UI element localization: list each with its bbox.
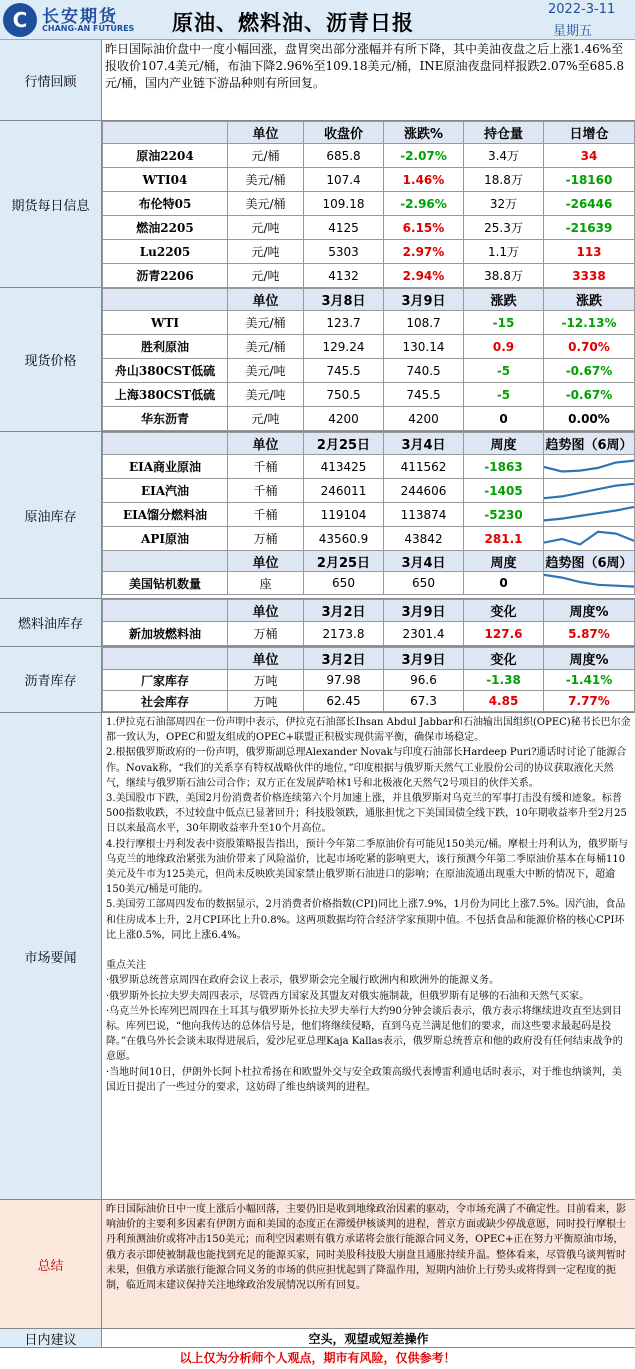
price-day2-cell: 130.14	[384, 335, 464, 359]
column-header: 周度	[464, 433, 544, 455]
column-header	[103, 433, 228, 455]
oi-change-cell: -26446	[544, 192, 635, 216]
unit-cell: 千桶	[228, 455, 304, 479]
contract-name: 沥青2206	[103, 264, 228, 288]
table-row	[103, 572, 635, 595]
unit-cell: 元/吨	[228, 264, 304, 288]
column-header: 周度%	[544, 600, 635, 622]
column-header: 单位	[228, 600, 304, 622]
brand-name: 长安期货	[42, 7, 118, 27]
intraday-advice-text: 空头，观望或短差操作	[308, 1331, 429, 1346]
oi-change-cell: -21639	[544, 216, 635, 240]
change-cell: 0	[464, 407, 544, 431]
change-pct-cell: 5.87%	[544, 622, 635, 646]
asphalt-inventory-table	[102, 647, 635, 712]
column-header	[103, 551, 228, 572]
table-header-row	[103, 648, 635, 670]
trend-cell	[544, 479, 635, 503]
table-row	[103, 383, 635, 407]
trend-sparkline	[544, 504, 634, 526]
inventory-name: 厂家库存	[103, 670, 228, 691]
column-header: 单位	[228, 289, 304, 311]
column-header: 3月9日	[384, 648, 464, 670]
open-interest-cell: 32万	[464, 192, 544, 216]
trend-line	[544, 506, 634, 520]
contract-name: 燃油2205	[103, 216, 228, 240]
column-header: 收盘价	[304, 122, 384, 144]
unit-cell: 美元/桶	[228, 168, 304, 192]
inventory-name: API原油	[103, 527, 228, 551]
oi-change-cell: -18160	[544, 168, 635, 192]
change-pct-cell: 7.77%	[544, 691, 635, 712]
column-header	[103, 122, 228, 144]
trend-sparkline	[544, 528, 634, 550]
inventory-day2-cell: 96.6	[384, 670, 464, 691]
change-cell: 4.85	[464, 691, 544, 712]
contract-name: 布伦特05	[103, 192, 228, 216]
change-pct-cell: -0.67%	[544, 383, 635, 407]
table-row	[103, 527, 635, 551]
change-pct-cell: 0.00%	[544, 407, 635, 431]
product-name: 华东沥青	[103, 407, 228, 431]
news-paragraph: 重点关注	[106, 960, 146, 972]
news-paragraph: 2.根据俄罗斯政府的一份声明，俄罗斯副总理Alexander Novak与印度石油部长Hardeep Puri?通话时讨论了能源合作。Novak称，“我们的关系享有特权战略伙伴的地位，”印度根据与俄罗斯天然气工业股份公司的协议获取液化天然气，继续与俄罗斯石油公司合作；双方正在发展萨哈林1号和北极液化天然气2号项目的伙伴关系。	[106, 747, 627, 789]
table-row	[103, 264, 635, 288]
spot-section	[0, 288, 635, 432]
spot-price-table	[102, 288, 635, 431]
contract-name: Lu2205	[103, 240, 228, 264]
price-day2-cell: 108.7	[384, 311, 464, 335]
change-pct-cell: 6.15%	[384, 216, 464, 240]
table-row	[103, 359, 635, 383]
unit-cell: 美元/桶	[228, 335, 304, 359]
trend-sparkline	[544, 572, 634, 594]
weekly-change-cell: 0	[464, 572, 544, 595]
trend-line	[544, 460, 634, 471]
column-header: 周度%	[544, 648, 635, 670]
close-price-cell: 4125	[304, 216, 384, 240]
change-cell: 127.6	[464, 622, 544, 646]
product-name: 上海380CST低硫	[103, 383, 228, 407]
oi-change-cell: 3338	[544, 264, 635, 288]
change-cell: -1.38	[464, 670, 544, 691]
table-row	[103, 192, 635, 216]
column-header: 2月25日	[304, 551, 384, 572]
change-pct-cell: 0.70%	[544, 335, 635, 359]
unit-cell: 元/吨	[228, 216, 304, 240]
price-day2-cell: 4200	[384, 407, 464, 431]
table-header-row	[103, 551, 635, 572]
table-row	[103, 479, 635, 503]
weekly-change-cell: 281.1	[464, 527, 544, 551]
inventory-day1-cell: 413425	[304, 455, 384, 479]
column-header: 单位	[228, 122, 304, 144]
price-day1-cell: 745.5	[304, 359, 384, 383]
trend-cell	[544, 455, 635, 479]
futures-table	[102, 121, 635, 288]
price-day1-cell: 750.5	[304, 383, 384, 407]
unit-cell: 元/吨	[228, 240, 304, 264]
column-header: 日增仓	[544, 122, 635, 144]
close-price-cell: 685.8	[304, 144, 384, 168]
unit-cell: 美元/吨	[228, 383, 304, 407]
inventory-name: 新加坡燃料油	[103, 622, 228, 646]
table-header-row	[103, 122, 635, 144]
news-paragraph: ·当地时间10日，伊朗外长阿卜杜拉希扬在和欧盟外交与安全政策高级代表博雷利通电话时表示，对于维也纳谈判，美国近日提出了一些过分的要求，这妨碍了维也纳谈判的进程。	[106, 1066, 622, 1093]
report-weekday: 星期五	[553, 24, 593, 39]
inventory-day1-cell: 97.98	[304, 670, 384, 691]
unit-cell: 万吨	[228, 691, 304, 712]
unit-cell: 万桶	[228, 622, 304, 646]
inventory-day1-cell: 43560.9	[304, 527, 384, 551]
rig-day1-cell: 650	[304, 572, 384, 595]
unit-cell: 千桶	[228, 479, 304, 503]
inventory-day1-cell: 62.45	[304, 691, 384, 712]
column-header: 3月9日	[384, 289, 464, 311]
column-header: 单位	[228, 648, 304, 670]
table-row	[103, 216, 635, 240]
open-interest-cell: 38.8万	[464, 264, 544, 288]
brand-name-en: CHANG-AN FUTURES	[42, 24, 135, 33]
column-header: 周度	[464, 551, 544, 572]
price-day2-cell: 740.5	[384, 359, 464, 383]
table-header-row	[103, 600, 635, 622]
crude-inventory-table	[102, 432, 635, 595]
column-header: 涨跌	[464, 289, 544, 311]
asphalt-inventory-section	[0, 647, 635, 713]
price-day1-cell: 123.7	[304, 311, 384, 335]
unit-cell: 美元/桶	[228, 192, 304, 216]
oi-change-cell: 34	[544, 144, 635, 168]
section-label: 总结	[0, 1200, 102, 1328]
crude-inventory-section	[0, 432, 635, 599]
table-row	[103, 240, 635, 264]
change-pct-cell: 1.46%	[384, 168, 464, 192]
table-row	[103, 622, 635, 646]
section-label: 行情回顾	[0, 40, 102, 120]
trend-sparkline	[544, 456, 634, 478]
inventory-day2-cell: 2301.4	[384, 622, 464, 646]
logo-glyph: C	[12, 8, 28, 32]
table-row	[103, 503, 635, 527]
company-logo	[3, 3, 37, 37]
unit-cell: 万吨	[228, 670, 304, 691]
news-paragraph: 5.美国劳工部周四发布的数据显示，2月消费者价格指数(CPI)同比上涨7.9%，1月份为同比上涨7.5%。因汽油，食品和住房成本上升，2月CPI环比上升0.8%。这两项数据均符合经济学家预期中值。不包括食品和能源价格的核心CPI环比上涨0.5%，同比上涨6.4%。	[106, 899, 626, 941]
trend-sparkline	[544, 480, 634, 502]
contract-name: 原油2204	[103, 144, 228, 168]
futures-section	[0, 121, 635, 288]
close-price-cell: 109.18	[304, 192, 384, 216]
column-header: 持仓量	[464, 122, 544, 144]
table-row	[103, 691, 635, 712]
fuel-inventory-table	[102, 599, 635, 646]
change-pct-cell: -0.67%	[544, 359, 635, 383]
news-paragraph: 4.投行摩根士丹利发表中资股策略报告指出，预计今年第二季原油价有可能见150美元/桶。摩根士丹利认为，俄罗斯与乌克兰的地缘政治紧张为油价带来了风险溢价，比起市场吃紧的影响更大，该行预测今年第二季原油价基本在每桶110美元及牛市为125美元，但尚未反映欧美国家禁止俄罗斯石油进口的影响；在原油流通出现重大中断的情况下，超逾150美元/桶是可能的。	[106, 838, 628, 896]
change-pct-cell: -2.96%	[384, 192, 464, 216]
product-name: 舟山380CST低硫	[103, 359, 228, 383]
summary-section	[0, 1200, 635, 1329]
open-interest-cell: 3.4万	[464, 144, 544, 168]
inventory-name: 社会库存	[103, 691, 228, 712]
open-interest-cell: 18.8万	[464, 168, 544, 192]
column-header	[103, 648, 228, 670]
oi-change-cell: 113	[544, 240, 635, 264]
unit-cell: 座	[228, 572, 304, 595]
report-title: 原油、燃料油、沥青日报	[172, 11, 414, 35]
inventory-day2-cell: 244606	[384, 479, 464, 503]
column-header	[103, 289, 228, 311]
inventory-day2-cell: 67.3	[384, 691, 464, 712]
rig-day2-cell: 650	[384, 572, 464, 595]
weekly-change-cell: -1405	[464, 479, 544, 503]
market-news-text	[102, 713, 635, 1199]
table-row	[103, 455, 635, 479]
inventory-day2-cell: 411562	[384, 455, 464, 479]
change-pct-cell: 2.97%	[384, 240, 464, 264]
section-label: 日内建议	[0, 1329, 102, 1347]
column-header: 趋势图（6周）	[544, 551, 635, 572]
section-label: 沥青库存	[0, 647, 102, 712]
trend-cell	[544, 572, 635, 595]
unit-cell: 元/吨	[228, 407, 304, 431]
column-header: 3月2日	[304, 600, 384, 622]
change-cell: -5	[464, 359, 544, 383]
change-cell: 0.9	[464, 335, 544, 359]
fuel-inventory-section	[0, 599, 635, 647]
open-interest-cell: 1.1万	[464, 240, 544, 264]
close-price-cell: 107.4	[304, 168, 384, 192]
trend-line	[544, 531, 634, 544]
news-paragraph: ·俄罗斯总统普京周四在政府会议上表示，俄罗斯会完全履行欧洲内和欧洲外的能源义务。	[106, 975, 500, 987]
intraday-advice-section	[0, 1329, 635, 1348]
market-news-section	[0, 713, 635, 1200]
section-label: 燃料油库存	[0, 599, 102, 646]
unit-cell: 美元/桶	[228, 311, 304, 335]
news-paragraph: 1.伊拉克石油部周四在一份声明中表示，伊拉克石油部长Ihsan Abdul Jabbar和石油输出国组织(OPEC)秘书长巴尔金都一致认为，OPEC和盟友组成的OPEC+联盟正积极实现供需平衡，确保市场稳定。	[106, 717, 631, 744]
table-row	[103, 168, 635, 192]
column-header	[103, 600, 228, 622]
summary-text: 昨日国际油价日中一度上涨后小幅回落，主要仍旧是收到地缘政治因素的驱动，令市场充满了不确定性。目前看来，影响油价的主要利多因素有伊朗方面和美国的态度正在滞缓伊核谈判的进程，普京方面或缺少停战意愿，同时投行摩根士丹利预测油价或将冲击150美元；而利空因素则有俄方承诺将会旅行能源合同义务，OPEC+正在努力平衡原油市场，俄方表示即使被制裁也能找到充足的能源买家，同时美股科技股大崩盘且通胀持续升温。整体看来，尽管俄乌谈判暂时未果，但俄方承诺旅行能源合同义务的市场的供应担忧起到了降温作用，短期内油价上行势头或将得到一定程度的扼制，临近周末建议保持关注地缘政治发展情况以所有回复。	[106, 1204, 626, 1292]
news-paragraph: 3.美国股市下跌，美国2月份消费者价格连续第六个月加速上涨，并且俄罗斯对乌克兰的军事打击没有缓和迹象。标普500指数收跌，不过较盘中低点已显著回升；科技股领跌，通胀担忧之下美国国债全线下跌，10年期收益率升至2月25日以来最高水平，30年期收益率升至10个月高位。	[106, 793, 627, 835]
close-price-cell: 5303	[304, 240, 384, 264]
news-paragraph: ·俄罗斯外长拉夫罗夫周四表示，尽管西方国家及其盟友对俄实施制裁，但俄罗斯有足够的石油和天然气买家。	[106, 990, 590, 1002]
column-header: 涨跌%	[384, 122, 464, 144]
report-date: 2022-3-11	[548, 2, 616, 17]
column-header: 趋势图（6周）	[544, 433, 635, 455]
table-row	[103, 311, 635, 335]
column-header: 3月8日	[304, 289, 384, 311]
trend-line	[544, 483, 634, 497]
price-day2-cell: 745.5	[384, 383, 464, 407]
column-header: 3月9日	[384, 600, 464, 622]
table-row	[103, 335, 635, 359]
product-name: 胜利原油	[103, 335, 228, 359]
close-price-cell: 4132	[304, 264, 384, 288]
inventory-name: EIA馏分燃料油	[103, 503, 228, 527]
inventory-day1-cell: 246011	[304, 479, 384, 503]
weekly-change-cell: -5230	[464, 503, 544, 527]
unit-cell: 万桶	[228, 527, 304, 551]
column-header: 3月4日	[384, 551, 464, 572]
market-review-section	[0, 40, 635, 121]
section-label: 原油库存	[0, 432, 102, 598]
column-header: 变化	[464, 648, 544, 670]
inventory-day1-cell: 2173.8	[304, 622, 384, 646]
column-header: 涨跌	[544, 289, 635, 311]
change-pct-cell: -12.13%	[544, 311, 635, 335]
report-header	[0, 0, 635, 40]
unit-cell: 元/桶	[228, 144, 304, 168]
table-header-row	[103, 289, 635, 311]
change-pct-cell: 2.94%	[384, 264, 464, 288]
column-header: 2月25日	[304, 433, 384, 455]
change-pct-cell: -1.41%	[544, 670, 635, 691]
unit-cell: 千桶	[228, 503, 304, 527]
change-cell: -15	[464, 311, 544, 335]
column-header: 3月2日	[304, 648, 384, 670]
rig-count-name: 美国钻机数量	[103, 572, 228, 595]
price-day1-cell: 4200	[304, 407, 384, 431]
disclaimer: 以上仅为分析师个人观点，期市有风险，仅供参考！	[179, 1351, 456, 1365]
inventory-name: EIA商业原油	[103, 455, 228, 479]
weekly-change-cell: -1863	[464, 455, 544, 479]
product-name: WTI	[103, 311, 228, 335]
column-header: 变化	[464, 600, 544, 622]
market-review-text: 昨日国际油价盘中一度小幅回涨，盘胃突出部分涨幅并有所下降，其中美油夜盘之后上涨1.46%至报收价107.4美元/桶，布油下降2.96%至109.18美元/桶，INE原油夜盘同样报跌2.07%至685.8元/桶，国内产业链下游品种则有所回复。	[105, 42, 625, 90]
trend-line	[544, 575, 634, 587]
unit-cell: 美元/吨	[228, 359, 304, 383]
table-header-row	[103, 433, 635, 455]
contract-name: WTI04	[103, 168, 228, 192]
change-cell: -5	[464, 383, 544, 407]
table-row	[103, 407, 635, 431]
news-paragraph: ·乌克兰外长库列巴周四在土耳其与俄罗斯外长拉夫罗夫举行大约90分钟会谈后表示，俄方表示将继续进攻直至达到目标。库列巴说，“他向我传达的总体信号是，他们将继续侵略，直到乌克兰满足他们的要求，而这些要求最起码是投降。”在俄乌外长会谈未取得进展后，爱沙尼亚总理Kaja Kallas表示，俄罗斯总统普京和他的政府没有任何结束战争的意愿。	[106, 1005, 623, 1063]
table-row	[103, 144, 635, 168]
section-label: 市场要闻	[0, 713, 102, 1199]
column-header: 单位	[228, 433, 304, 455]
trend-cell	[544, 503, 635, 527]
inventory-day2-cell: 113874	[384, 503, 464, 527]
inventory-day1-cell: 119104	[304, 503, 384, 527]
trend-cell	[544, 527, 635, 551]
section-label: 期货每日信息	[0, 121, 102, 287]
open-interest-cell: 25.3万	[464, 216, 544, 240]
inventory-day2-cell: 43842	[384, 527, 464, 551]
news-paragraph	[106, 943, 631, 958]
price-day1-cell: 129.24	[304, 335, 384, 359]
table-row	[103, 670, 635, 691]
section-label: 现货价格	[0, 288, 102, 431]
change-pct-cell: -2.07%	[384, 144, 464, 168]
inventory-name: EIA汽油	[103, 479, 228, 503]
column-header: 单位	[228, 551, 304, 572]
column-header: 3月4日	[384, 433, 464, 455]
